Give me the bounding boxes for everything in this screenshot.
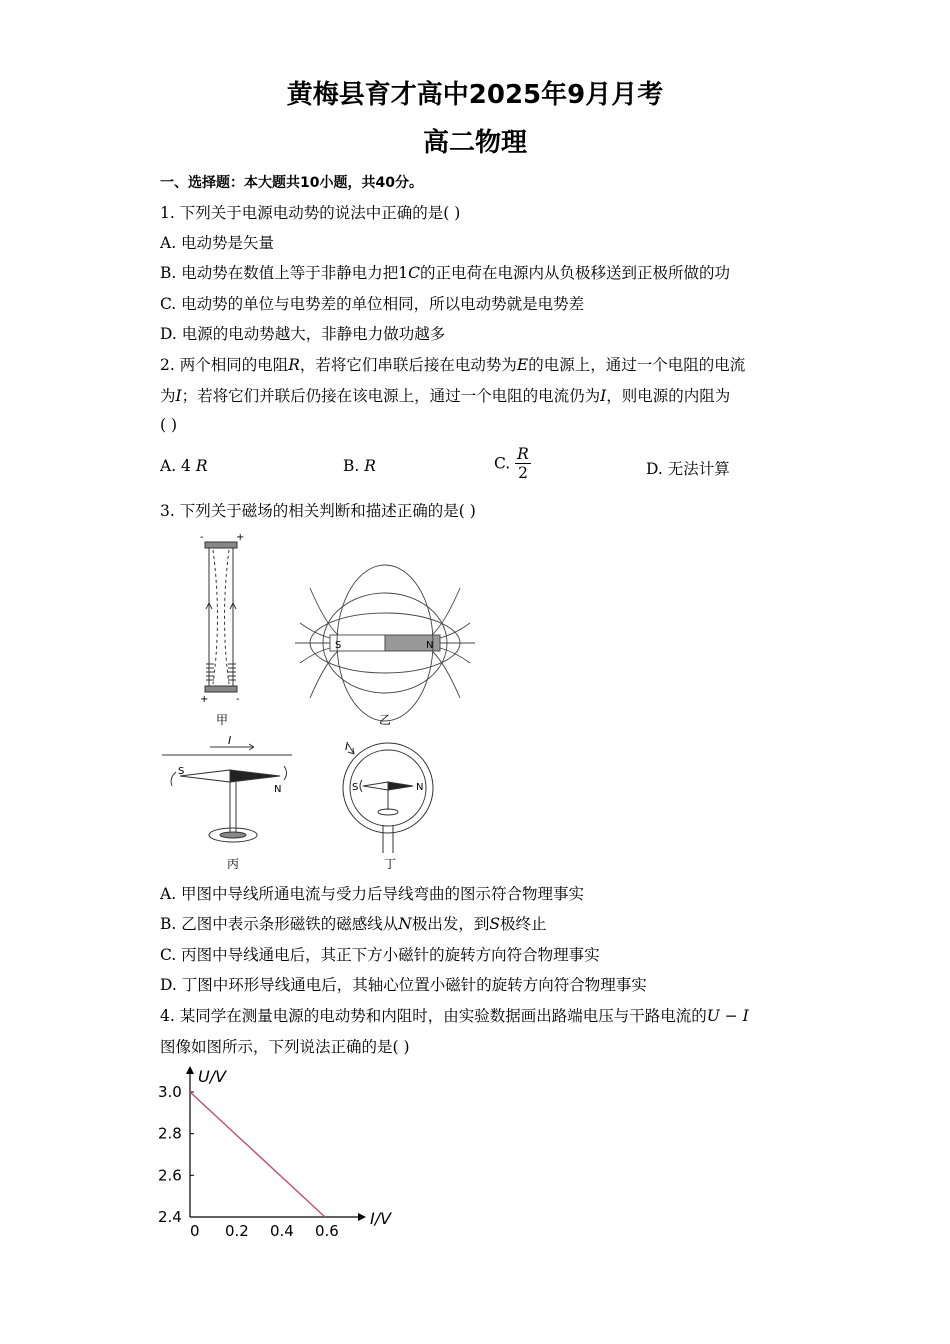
q2-option-c-fraction <box>515 445 531 482</box>
q2-text: ，则电源的内阻为 <box>606 387 731 405</box>
q2-option-d: D. 无法计算 <box>646 460 730 478</box>
jia-plus-bottom: + <box>200 694 209 705</box>
q4-line-1 <box>160 1005 749 1027</box>
y-tick-label: 2.8 <box>158 1124 182 1143</box>
q2-line-3: ( ) <box>160 416 178 434</box>
x-tick-label: 0.2 <box>225 1222 249 1240</box>
page-subtitle: 高二物理 <box>422 128 527 158</box>
section-heading: 一、选择题：本大题共10小题，共40分。 <box>160 175 423 191</box>
ding-s-label: S <box>352 782 359 793</box>
q3-var-s: S <box>489 915 500 933</box>
label-jia: 甲 <box>216 713 229 727</box>
q3-option-b <box>160 913 546 935</box>
fraction-denominator: 2 <box>518 464 528 482</box>
q2-text: ；若将它们并联后仍接在该电源上，通过一个电阻的电流仍为 <box>181 387 601 405</box>
figure-ding <box>343 743 433 853</box>
label-yi: 乙 <box>379 713 392 727</box>
y-axis-arrow <box>186 1066 194 1074</box>
q2-option-a-var: R <box>195 457 208 475</box>
x-tick-label: 0.4 <box>270 1222 294 1240</box>
series-line-u-i <box>190 1092 325 1217</box>
q2-var-i: I <box>600 387 607 405</box>
jia-plus: + <box>236 532 245 543</box>
q3-var-n: N <box>398 915 412 933</box>
jia-minus-bottom: - <box>236 694 240 705</box>
q3-text: B. 乙图中表示条形磁铁的磁感线从 <box>160 915 399 933</box>
y-tick-label: 2.6 <box>158 1166 182 1185</box>
ding-current-label: I <box>345 740 349 753</box>
q1-option-b-var: C <box>408 264 420 282</box>
q2-var-r: R <box>288 356 300 374</box>
q2-text: ，若将它们串联后接在电动势为 <box>299 356 517 374</box>
q4-var-ui: U − I <box>706 1007 749 1025</box>
y-tick-label: 2.4 <box>158 1208 182 1226</box>
q2-option-b-var: R <box>364 457 376 475</box>
q2-text: 为 <box>160 387 176 405</box>
q4-line-2: 图像如图所示，下列说法正确的是( ) <box>160 1038 410 1056</box>
figure-jia <box>205 542 237 692</box>
ding-n-label: N <box>416 782 424 793</box>
q2-text: 的电源上，通过一个电阻的电流 <box>528 356 746 374</box>
q1-option-b-pre: B. 电动势在数值上等于非静电力把1 <box>160 264 409 282</box>
q2-var-i: I <box>175 387 182 405</box>
q1-stem: 1. 下列关于电源电动势的说法中正确的是( ) <box>160 204 461 222</box>
bing-n-label: N <box>274 784 282 795</box>
q3-option-a: A. 甲图中导线所通电流与受力后导线弯曲的图示符合物理事实 <box>160 885 585 903</box>
y-tick-label: 3.0 <box>158 1083 182 1101</box>
q3-text: 极终止 <box>499 915 547 933</box>
q3-option-d: D. 丁图中环形导线通电后，其轴心位置小磁针的旋转方向符合物理事实 <box>160 976 647 994</box>
q2-option-a <box>160 457 208 475</box>
figure-bing <box>162 744 292 842</box>
q1-option-d: D. 电源的电动势越大，非静电力做功越多 <box>160 325 446 343</box>
q1-option-c: C. 电动势的单位与电势差的单位相同，所以电动势就是电势差 <box>160 295 585 313</box>
q3-stem: 3. 下列关于磁场的相关判断和描述正确的是( ) <box>160 502 476 520</box>
q1-option-a: A. 电动势是矢量 <box>160 234 275 252</box>
label-bing: 丙 <box>227 857 240 871</box>
ui-graph <box>150 1062 420 1252</box>
q2-line-1 <box>160 354 745 376</box>
yi-n-label: N <box>426 640 434 651</box>
x-axis-label: I/V <box>370 1209 392 1228</box>
bing-s-label: S <box>178 766 185 777</box>
q1-option-b <box>160 262 730 284</box>
q2-option-b <box>343 457 376 475</box>
q2-option-a-label: A. 4 <box>160 457 191 475</box>
q2-option-c-label: C. <box>494 454 511 473</box>
q3-text: 极出发，到 <box>411 915 490 933</box>
q3-figure <box>150 528 500 873</box>
x-tick-label: 0.6 <box>315 1222 339 1240</box>
q1-option-b-post: 的正电荷在电源内从负极移送到正极所做的功 <box>419 264 730 282</box>
bing-current-label: I <box>228 734 232 747</box>
q2-option-b-label: B. <box>343 457 360 475</box>
yi-s-label: S <box>335 640 342 651</box>
q3-option-c: C. 丙图中导线通电后，其正下方小磁针的旋转方向符合物理事实 <box>160 946 600 964</box>
q2-var-e: E <box>516 356 529 374</box>
page-title: 黄梅县育才高中2025年9月月考 <box>286 80 664 110</box>
y-axis-label: U/V <box>198 1067 227 1086</box>
q2-text: 2. 两个相同的电阻 <box>160 356 289 374</box>
x-axis-arrow <box>358 1213 366 1221</box>
q2-option-c <box>494 445 531 482</box>
jia-minus: - <box>200 532 204 543</box>
figure-yi <box>295 565 475 721</box>
fraction-numerator: R <box>517 445 529 463</box>
q2-line-2 <box>160 385 730 407</box>
q4-text: 4. 某同学在测量电源的电动势和内阻时，由实验数据画出路端电压与干路电流的 <box>160 1007 707 1025</box>
x-tick-label: 0 <box>190 1222 200 1240</box>
label-ding: 丁 <box>384 857 397 871</box>
